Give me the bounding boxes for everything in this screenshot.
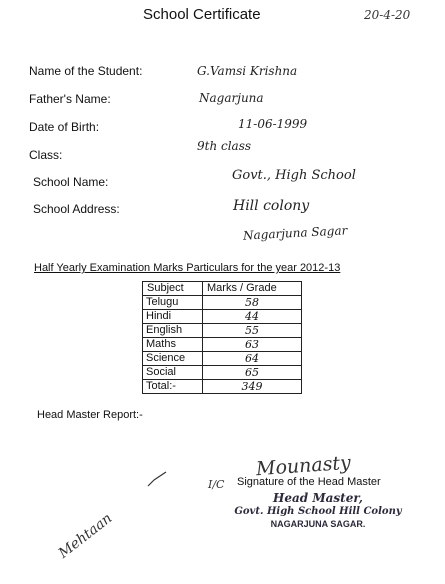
table-row bbox=[143, 352, 302, 366]
table-row bbox=[143, 338, 302, 352]
seal-line-1: Head Master, bbox=[273, 491, 363, 505]
label-student-name: Name of the Student: bbox=[29, 64, 143, 78]
header-marks-grade: Marks / Grade bbox=[203, 282, 302, 296]
subject-cell: Telugu bbox=[143, 296, 203, 310]
marks-cell: 44 bbox=[203, 310, 302, 324]
value-school-name: Govt., High School bbox=[232, 168, 356, 183]
marks-cell: 58 bbox=[203, 296, 302, 310]
label-class: Class: bbox=[29, 148, 63, 162]
value-date-of-birth: 11-06-1999 bbox=[238, 117, 308, 131]
seal-line-2: Govt. High School Hill Colony bbox=[234, 506, 402, 517]
value-class: 9th class bbox=[197, 139, 252, 153]
total-marks-cell: 349 bbox=[203, 380, 302, 394]
total-label-cell: Total:- bbox=[143, 380, 203, 394]
handwritten-date: 20-4-20 bbox=[364, 8, 411, 22]
page-title: School Certificate bbox=[143, 6, 261, 23]
subject-cell: English bbox=[143, 324, 203, 338]
table-row bbox=[143, 324, 302, 338]
label-school-address: School Address: bbox=[33, 202, 120, 216]
table-row bbox=[143, 366, 302, 380]
table-header-row bbox=[143, 282, 302, 296]
initials-ic: I/C bbox=[208, 478, 225, 491]
tick-mark-icon bbox=[146, 470, 168, 490]
margin-signature: Mehtaan bbox=[55, 510, 116, 562]
marks-cell: 63 bbox=[203, 338, 302, 352]
table-row bbox=[143, 310, 302, 324]
marks-cell: 64 bbox=[203, 352, 302, 366]
head-master-report-label: Head Master Report:- bbox=[37, 409, 143, 421]
table-row bbox=[143, 296, 302, 310]
subject-cell: Maths bbox=[143, 338, 203, 352]
subject-cell: Hindi bbox=[143, 310, 203, 324]
table-row-total bbox=[143, 380, 302, 394]
label-school-name: School Name: bbox=[33, 175, 109, 189]
head-master-seal bbox=[218, 492, 418, 531]
subject-cell: Social bbox=[143, 366, 203, 380]
signature-label: Signature of the Head Master bbox=[237, 476, 381, 488]
label-date-of-birth: Date of Birth: bbox=[29, 120, 100, 134]
label-father-name: Father's Name: bbox=[29, 92, 111, 106]
marks-table bbox=[142, 281, 302, 394]
value-school-address-line2: Nagarjuna Sagar bbox=[242, 223, 348, 243]
marks-heading: Half Yearly Examination Marks Particulars for the year 2012-13 bbox=[34, 262, 341, 274]
value-student-name: G.Vamsi Krishna bbox=[197, 64, 298, 78]
value-school-address-line1: Hill colony bbox=[233, 198, 310, 214]
handwritten-signature: Mounasty bbox=[255, 451, 352, 481]
value-father-name: Nagarjuna bbox=[199, 91, 264, 105]
seal-line-3: NAGARJUNA SAGAR. bbox=[270, 519, 366, 529]
marks-cell: 55 bbox=[203, 324, 302, 338]
marks-cell: 65 bbox=[203, 366, 302, 380]
header-subject: Subject bbox=[143, 282, 203, 296]
subject-cell: Science bbox=[143, 352, 203, 366]
